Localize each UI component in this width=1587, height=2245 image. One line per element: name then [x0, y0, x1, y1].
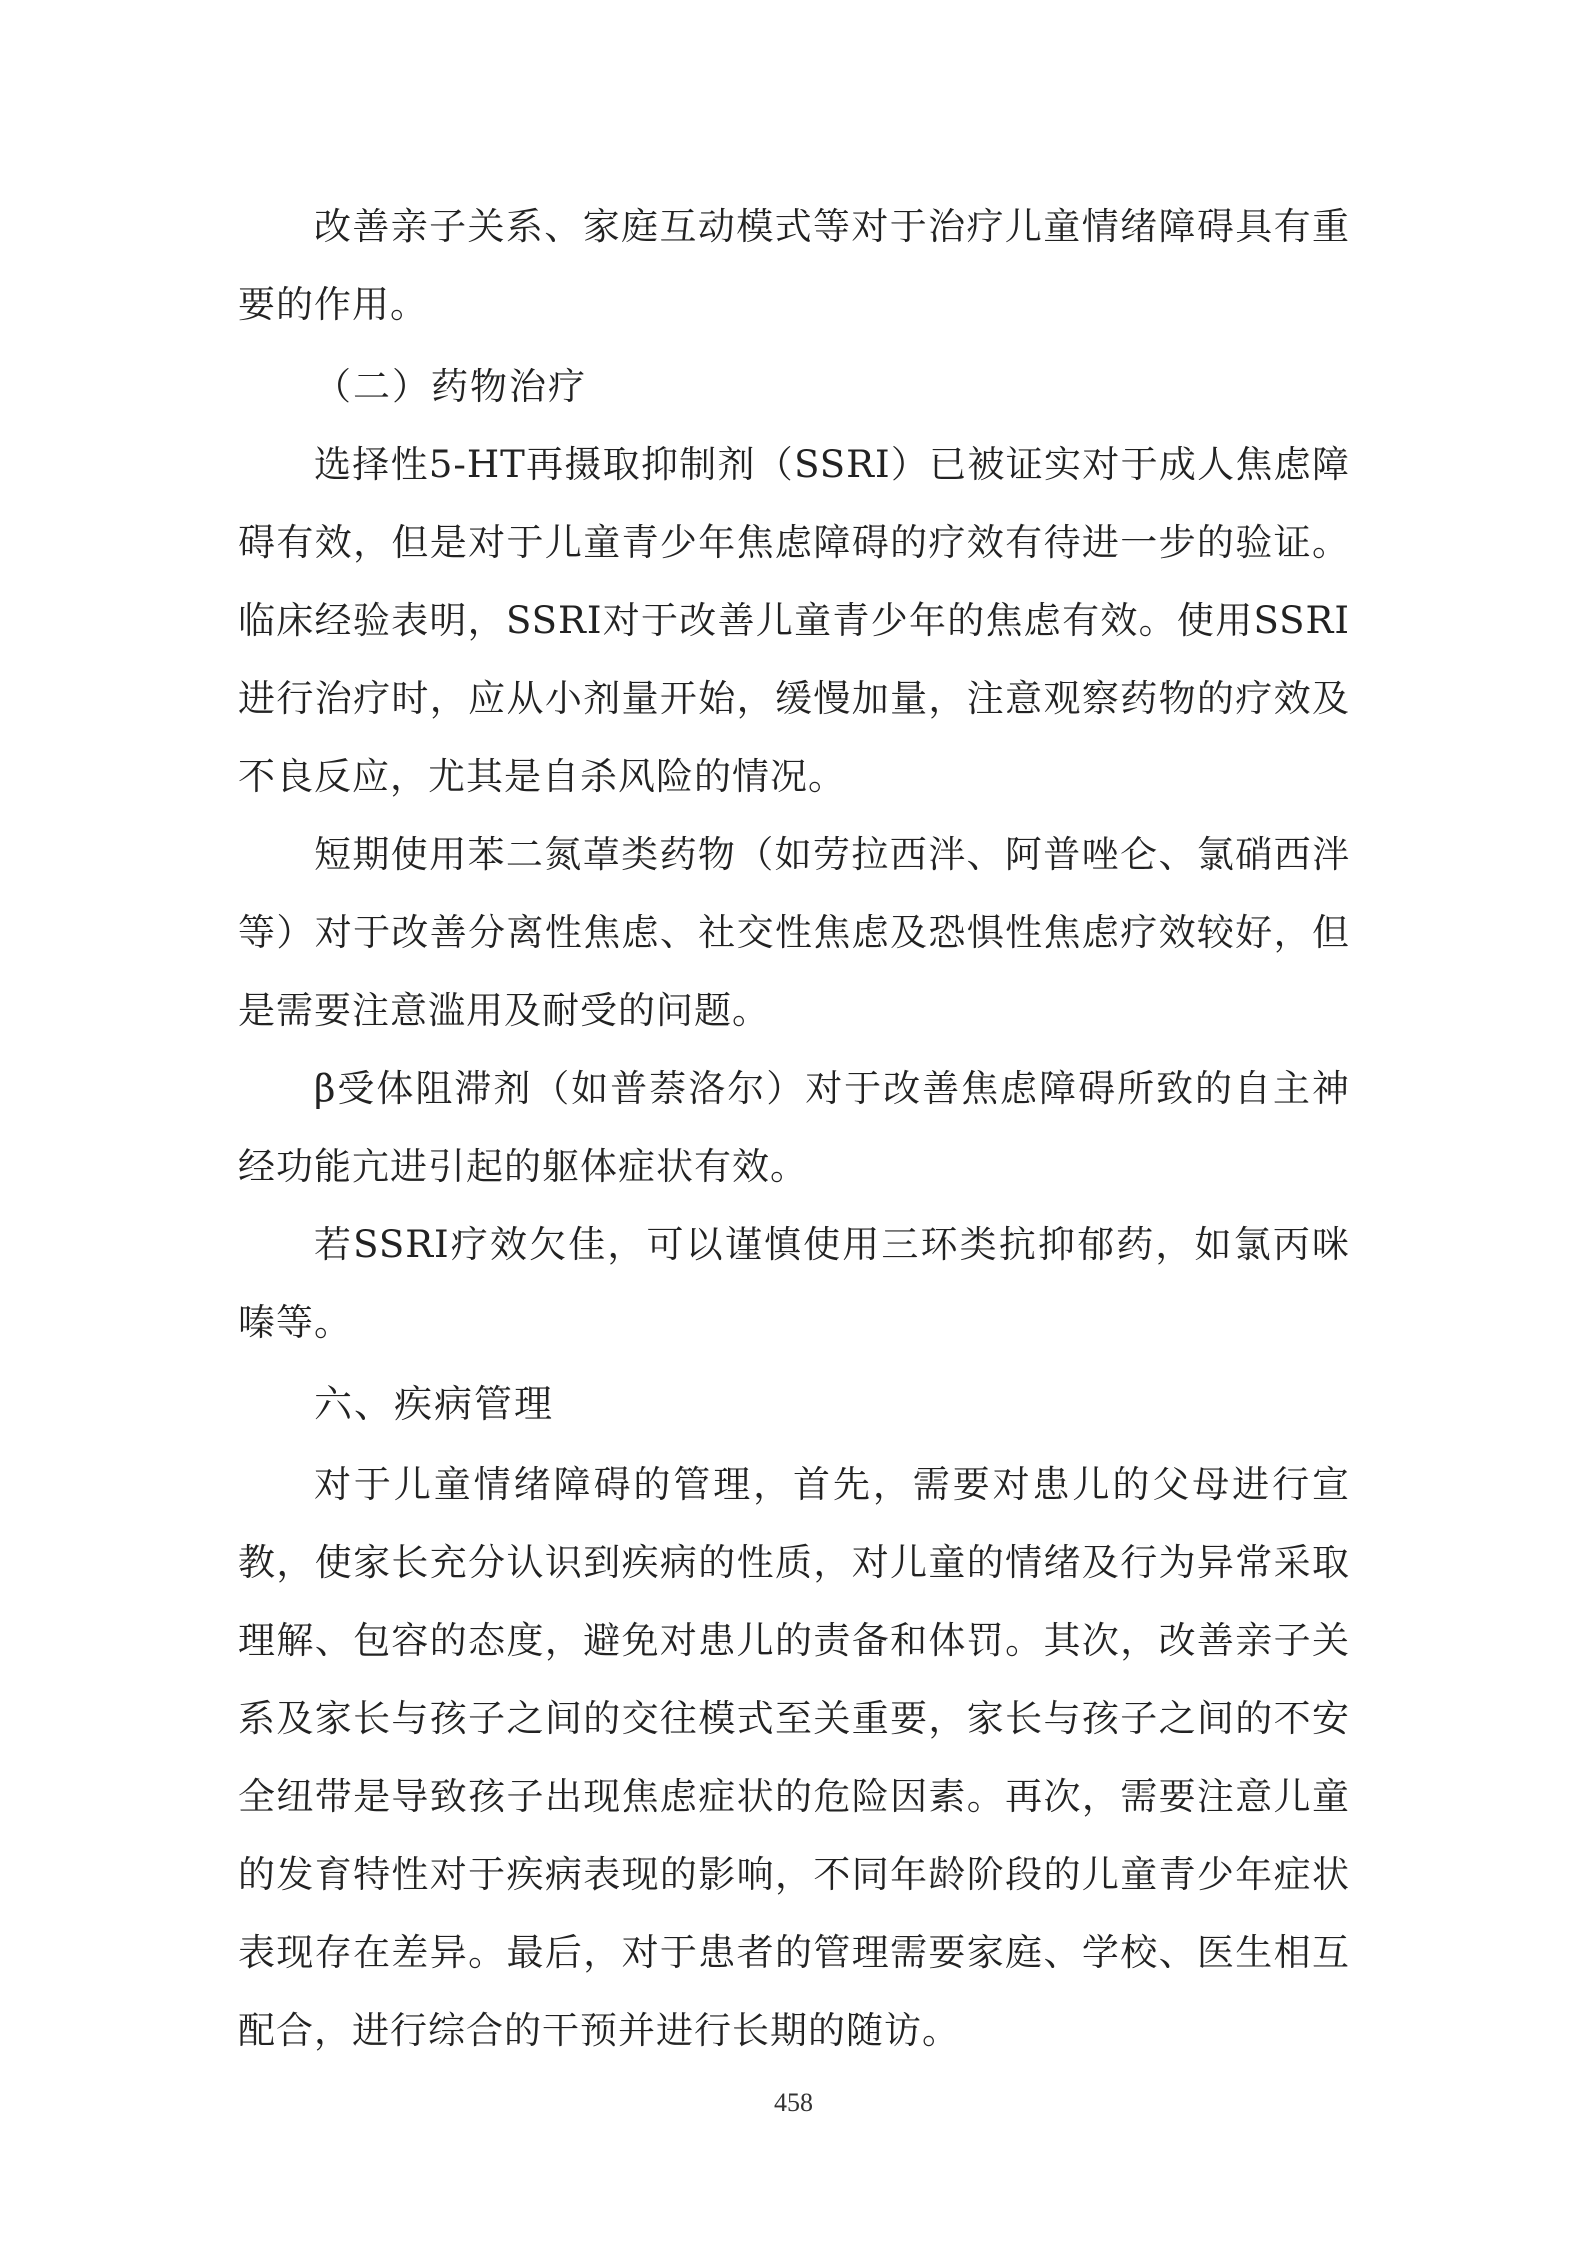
paragraph-tricyclics: 若SSRI疗效欠佳，可以谨慎使用三环类抗抑郁药，如氯丙咪嗪等。 — [238, 1223, 1350, 1344]
paragraph-benzodiazepines: 短期使用苯二氮䓬类药物（如劳拉西泮、阿普唑仑、氯硝西泮等）对于改善分离性焦虑、社交性焦虑及恐惧性焦虑疗效较好，但是需要注意滥用及耐受的问题。 — [238, 833, 1350, 1032]
paragraph-disease-management: 对于儿童情绪障碍的管理，首先，需要对患儿的父母进行宣教，使家长充分认识到疾病的性质，对儿童的情绪及行为异常采取理解、包容的态度，避免对患儿的责备和体罚。其次，改善亲子关系及家长与孩子之间的交往模式至关重要，家长与孩子之间的不安全纽带是导致孩子出现焦虑症状的危险因素。再次，需要注意儿童的发育特性对于疾病表现的影响，不同年龄阶段的儿童青少年症状表现存在差异。最后，对于患者的管理需要家庭、学校、医生相互配合，进行综合的干预并进行长期的随访。 — [238, 1463, 1350, 2052]
subheading-drug-therapy: （二）药物治疗 — [314, 365, 587, 408]
paragraph-family-relations: 改善亲子关系、家庭互动模式等对于治疗儿童情绪障碍具有重要的作用。 — [238, 205, 1350, 326]
page-number: 458 — [774, 2088, 813, 2117]
paragraph-beta-blockers: β受体阻滞剂（如普萘洛尔）对于改善焦虑障碍所致的自主神经功能亢进引起的躯体症状有效。 — [238, 1067, 1350, 1188]
heading-disease-management: 六、疾病管理 — [314, 1382, 555, 1426]
page-body — [238, 188, 1350, 2070]
paragraph-ssri: 选择性5-HT再摄取抑制剂（SSRI）已被证实对于成人焦虑障碍有效，但是对于儿童青少年焦虑障碍的疗效有待进一步的验证。临床经验表明，SSRI对于改善儿童青少年的焦虑有效。使用SSRI进行治疗时，应从小剂量开始，缓慢加量，注意观察药物的疗效及不良反应，尤其是自杀风险的情况。 — [238, 443, 1350, 798]
